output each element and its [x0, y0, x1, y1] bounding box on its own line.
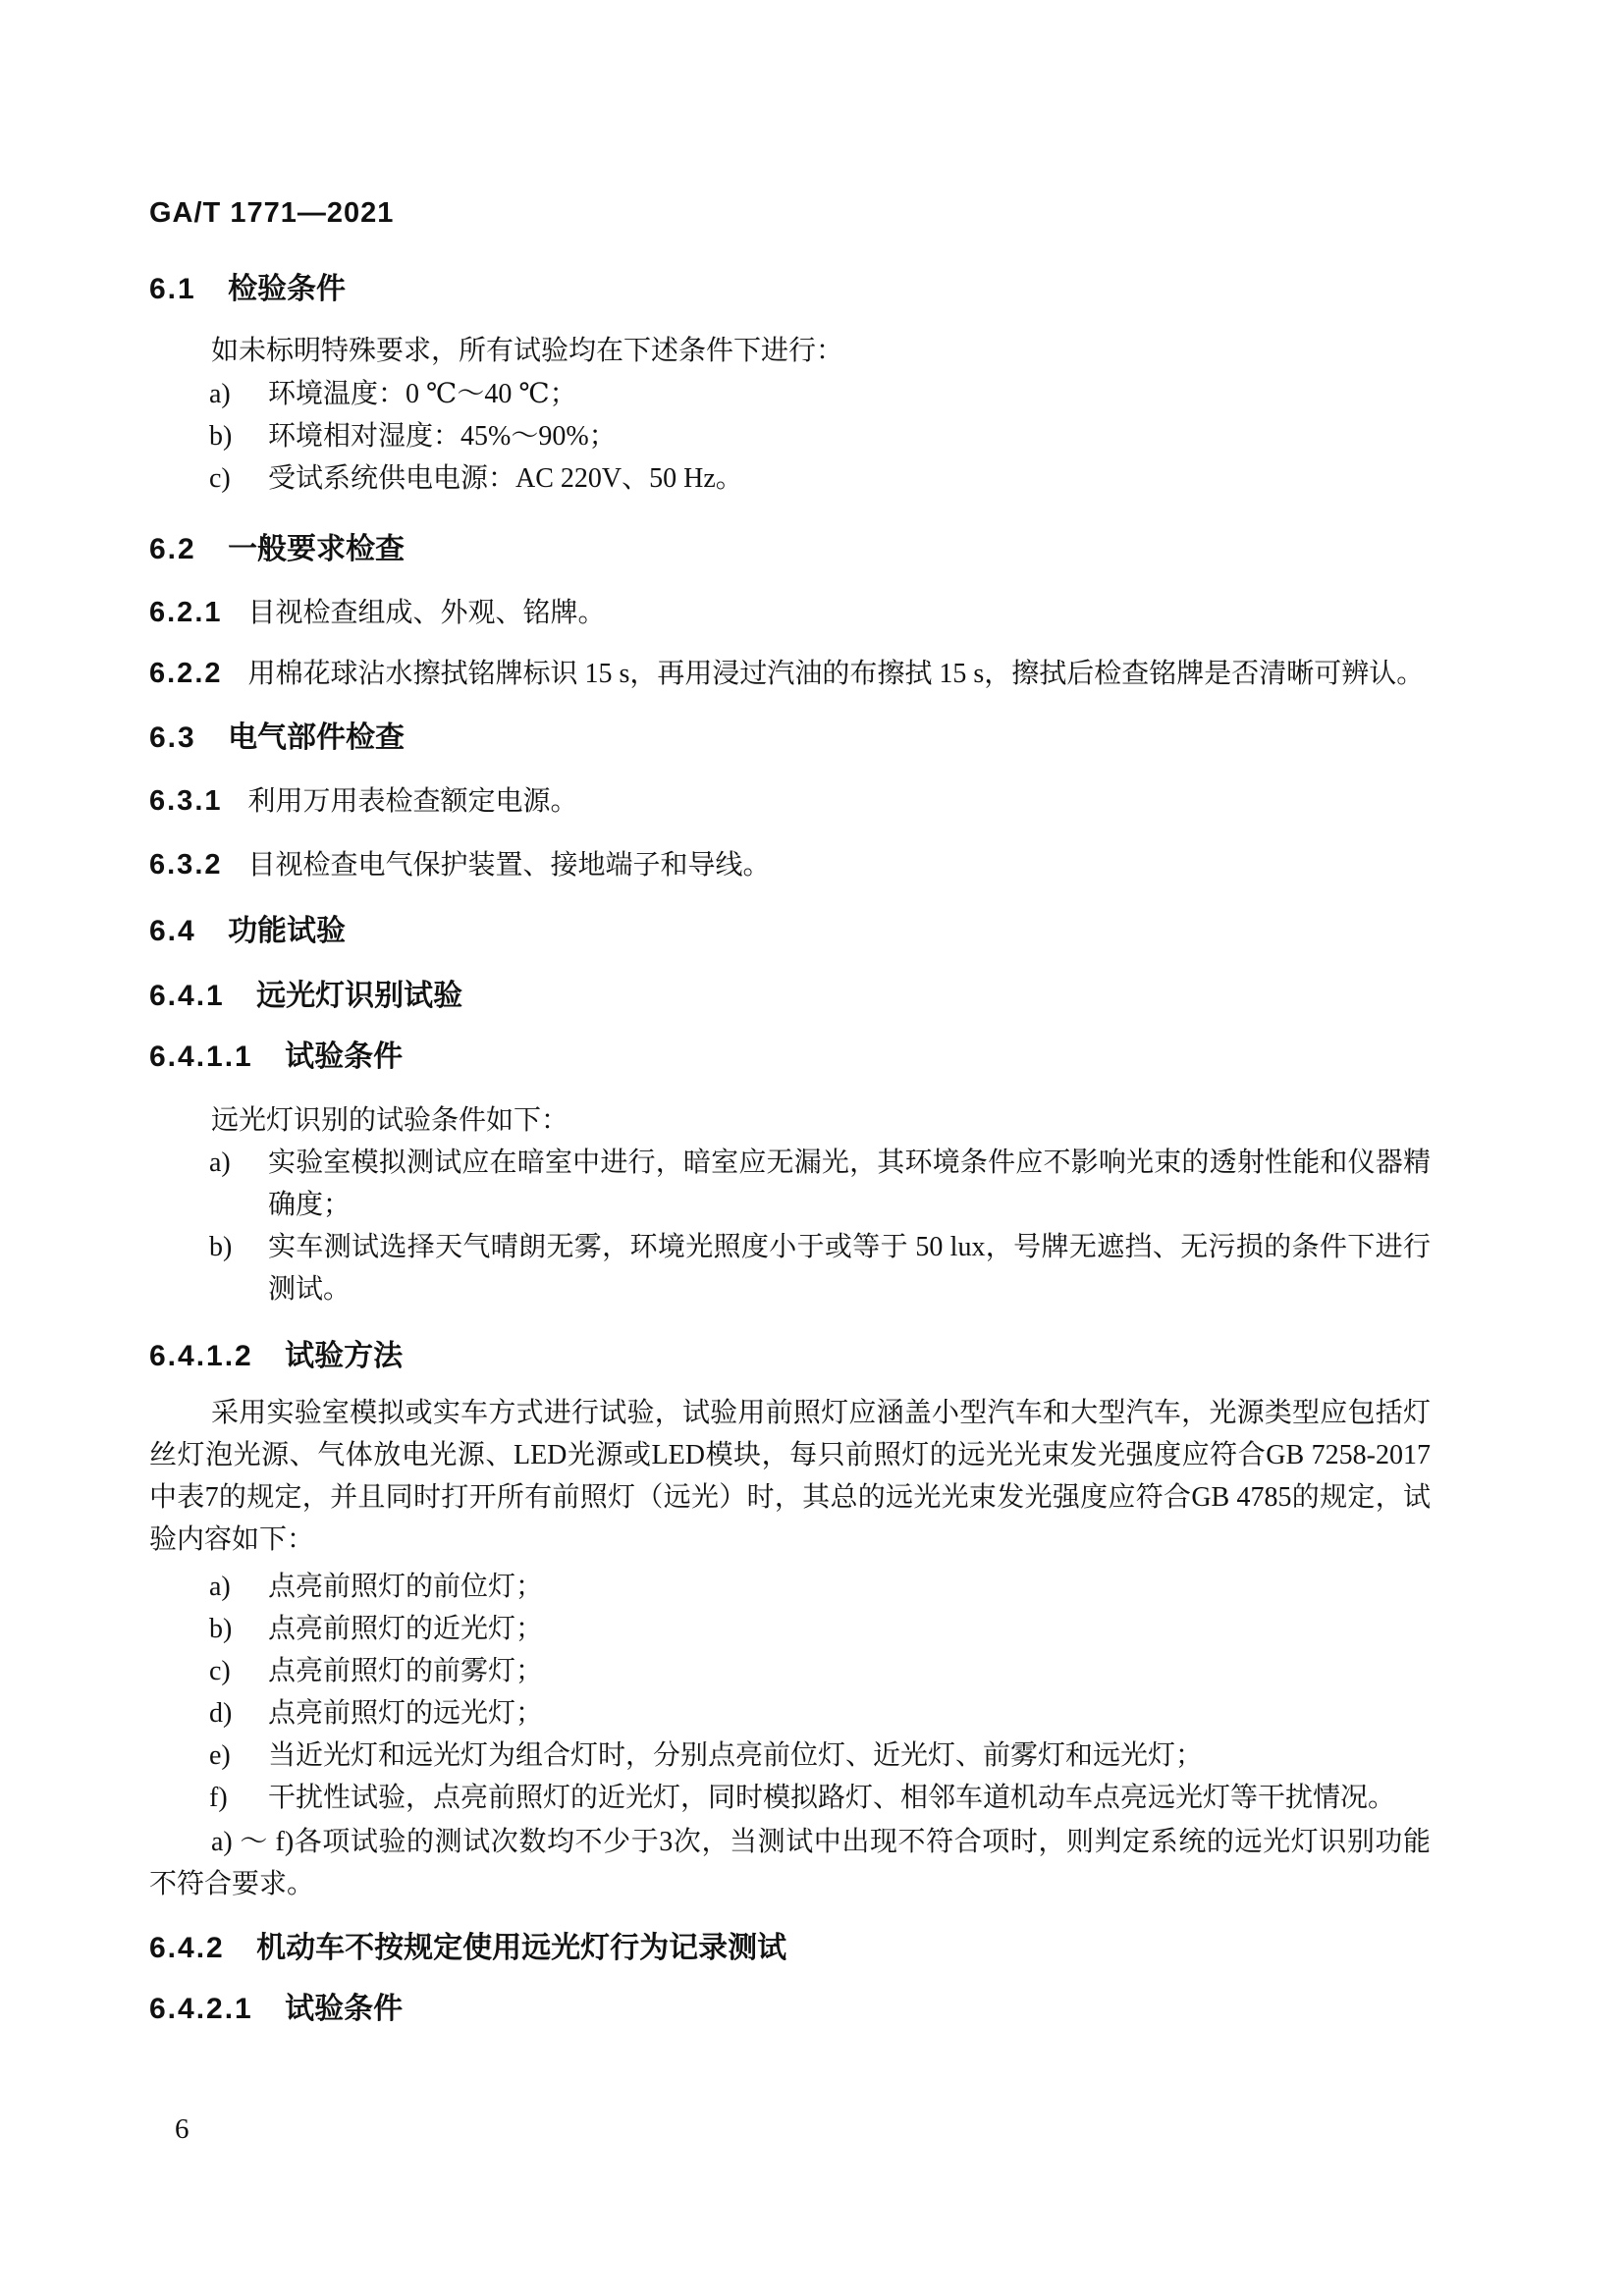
- clause-text: 目视检查电气保护装置、接地端子和导线。: [247, 850, 771, 881]
- section-6-3-number: 6.3: [149, 721, 196, 754]
- section-6-1-heading: [149, 268, 1431, 310]
- section-6-1-list: [149, 373, 1431, 500]
- clause-number: 6.2.2: [149, 658, 223, 689]
- section-6-4-1-2-heading: [149, 1335, 1431, 1377]
- section-6-4-2-1-title: 试验条件: [285, 1993, 404, 2025]
- list-item-text: 环境相对湿度：45%～90%；: [268, 421, 617, 452]
- section-6-4-1-1-title: 试验条件: [285, 1041, 404, 1073]
- list-item-label: b): [209, 1614, 233, 1644]
- section-6-4-1-heading: [149, 975, 1431, 1017]
- list-item-label: b): [209, 1232, 233, 1262]
- section-6-4-2-heading: [149, 1927, 1431, 1969]
- list-item-text: 点亮前照灯的近光灯；: [268, 1614, 544, 1644]
- section-6-2-number: 6.2: [149, 533, 196, 565]
- clause-6-2-2: [149, 653, 1431, 695]
- list-item-text: 点亮前照灯的前位灯；: [268, 1572, 544, 1602]
- list-item: [149, 1692, 1431, 1735]
- section-6-4-1-2-number: 6.4.1.2: [149, 1340, 253, 1372]
- list-item-text: 受试系统供电电源：AC 220V、50 Hz。: [268, 463, 743, 494]
- page-number: 6: [175, 2113, 189, 2145]
- section-6-2-heading: [149, 528, 1431, 570]
- section-6-4-2-number: 6.4.2: [149, 1932, 225, 1964]
- section-6-4-heading: [149, 910, 1431, 952]
- list-item-text: 实车测试选择天气晴朗无雾，环境光照度小于或等于 50 lux，号牌无遮挡、无污损的条件下进行测试。: [268, 1232, 1431, 1305]
- section-6-4-1-title: 远光灯识别试验: [256, 980, 463, 1012]
- list-item-text: 点亮前照灯的远光灯；: [268, 1698, 544, 1729]
- list-item-text: 环境温度：0 ℃～40 ℃；: [268, 379, 577, 409]
- standard-code-header: GA/T 1771—2021: [149, 197, 395, 229]
- section-6-4-1-2-title: 试验方法: [285, 1340, 404, 1372]
- list-item: [149, 1777, 1431, 1819]
- list-item: [149, 1608, 1431, 1650]
- list-item: [149, 1650, 1431, 1692]
- page-content: [149, 192, 1431, 2030]
- list-item-text: 实验室模拟测试应在暗室中进行，暗室应无漏光，其环境条件应不影响光束的透射性能和仪器精确度；: [268, 1148, 1431, 1220]
- list-item-label: a): [209, 1148, 231, 1178]
- clause-number: 6.3.2: [149, 849, 223, 881]
- list-item: [149, 1566, 1431, 1608]
- list-item: [149, 373, 1431, 415]
- section-6-4-number: 6.4: [149, 915, 196, 947]
- section-6-1-title: 检验条件: [228, 273, 347, 305]
- clause-text: 目视检查组成、外观、铭牌。: [247, 598, 606, 628]
- section-6-3-title: 电气部件检查: [228, 721, 406, 754]
- clause-number: 6.2.1: [149, 597, 223, 628]
- list-item: [149, 457, 1431, 500]
- section-6-4-1-1-number: 6.4.1.1: [149, 1041, 253, 1073]
- list-item-label: c): [209, 1656, 231, 1686]
- list-item: [149, 415, 1431, 457]
- list-item-text: 当近光灯和远光灯为组合灯时，分别点亮前位灯、近光灯、前雾灯和远光灯；: [268, 1740, 1204, 1771]
- list-item-label: a): [209, 1572, 231, 1602]
- section-6-4-1-2-paragraph: 采用实验室模拟或实车方式进行试验，试验用前照灯应涵盖小型汽车和大型汽车，光源类型应包括灯丝灯泡光源、气体放电光源、LED光源或LED模块，每只前照灯的远光光束发光强度应符合GB 7258-2017中表7的规定，并且同时打开所有前照灯（远光）时，其总的远光光束发光强度应符合GB 4785的规定，试验内容如下：: [149, 1398, 1431, 1555]
- clause-number: 6.3.1: [149, 785, 223, 817]
- section-6-3-heading: [149, 717, 1431, 759]
- section-6-1-number: 6.1: [149, 273, 196, 305]
- section-6-1-intro: 如未标明特殊要求，所有试验均在下述条件下进行：: [211, 336, 844, 366]
- clause-6-3-1: [149, 780, 1431, 823]
- list-item-label: e): [209, 1740, 231, 1771]
- clause-text: 用棉花球沾水擦拭铭牌标识 15 s，再用浸过汽油的布擦拭 15 s，擦拭后检查铭牌是否清晰可辨认。: [247, 659, 1425, 689]
- list-item: [149, 1226, 1431, 1310]
- list-item: [149, 1142, 1431, 1226]
- section-6-2-title: 一般要求检查: [228, 533, 406, 565]
- section-6-4-1-1-list: [149, 1142, 1431, 1310]
- section-6-4-1-2-closing: a) ～ f)各项试验的测试次数均不少于3次，当测试中出现不符合项时，则判定系统的远光灯识别功能不符合要求。: [149, 1827, 1431, 1899]
- section-6-4-2-1-number: 6.4.2.1: [149, 1993, 253, 2025]
- list-item-label: c): [209, 463, 231, 494]
- list-item: [149, 1735, 1431, 1777]
- clause-6-3-2: [149, 844, 1431, 886]
- list-item-label: f): [209, 1783, 228, 1813]
- list-item-label: d): [209, 1698, 233, 1729]
- list-item-text: 干扰性试验，点亮前照灯的近光灯，同时模拟路灯、相邻车道机动车点亮远光灯等干扰情况。: [268, 1783, 1396, 1813]
- section-6-4-1-1-heading: [149, 1036, 1431, 1078]
- section-6-4-2-title: 机动车不按规定使用远光灯行为记录测试: [256, 1932, 787, 1964]
- section-6-4-2-1-heading: [149, 1988, 1431, 2030]
- clause-text: 利用万用表检查额定电源。: [247, 786, 578, 817]
- section-6-4-1-1-intro: 远光灯识别的试验条件如下：: [211, 1105, 569, 1136]
- section-6-4-1-2-list: [149, 1566, 1431, 1819]
- list-item-label: a): [209, 379, 231, 409]
- section-6-4-title: 功能试验: [228, 915, 347, 947]
- list-item-text: 点亮前照灯的前雾灯；: [268, 1656, 544, 1686]
- list-item-label: b): [209, 421, 233, 452]
- clause-6-2-1: [149, 592, 1431, 634]
- section-6-4-1-number: 6.4.1: [149, 980, 225, 1012]
